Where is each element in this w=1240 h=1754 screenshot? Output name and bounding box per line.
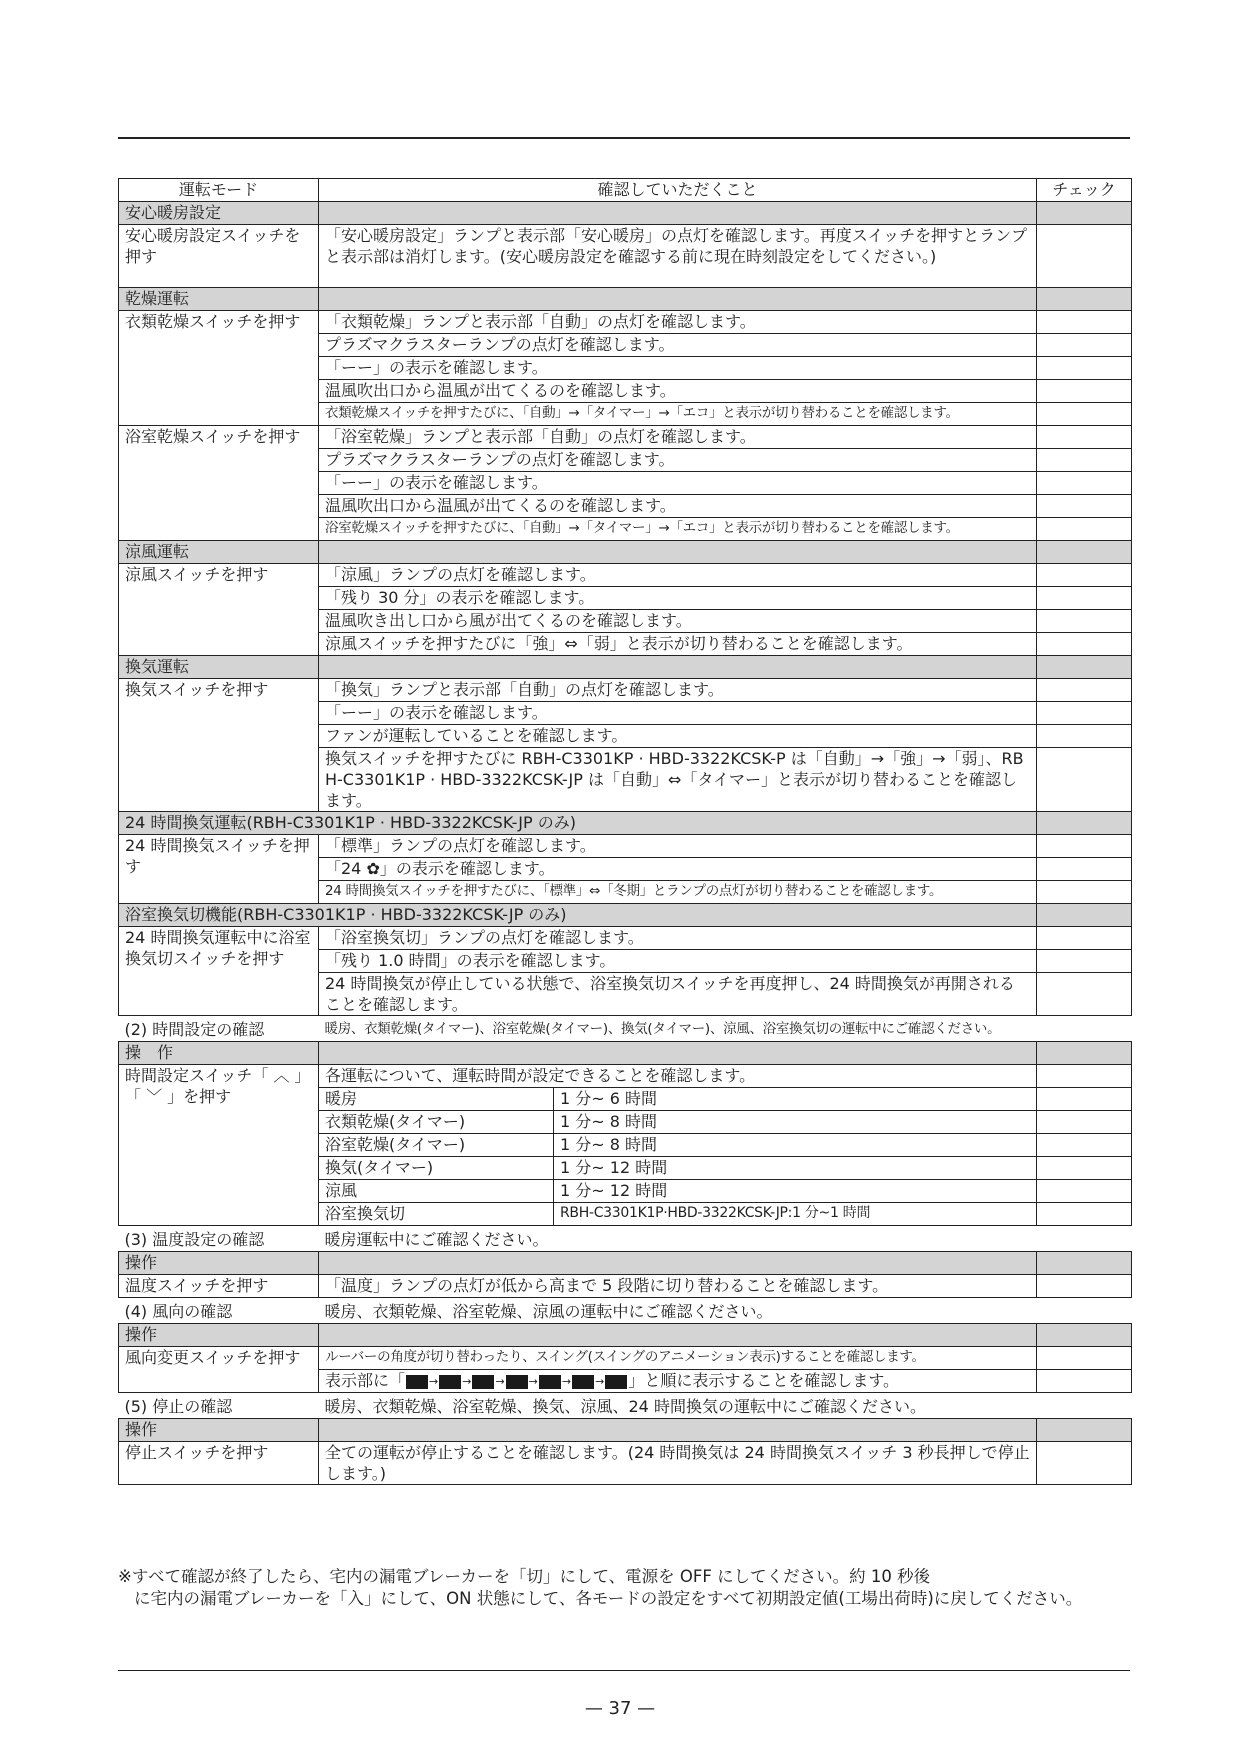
operation-label: 風向変更スイッチを押す	[119, 1347, 319, 1393]
check-box[interactable]	[1037, 1065, 1132, 1088]
check-box[interactable]	[1037, 449, 1132, 472]
check-text: プラズマクラスターランプの点灯を確認します。	[319, 334, 1037, 357]
louver-text-pre: 表示部に「	[325, 1371, 406, 1390]
check-text: 「残り 30 分」の表示を確認します。	[319, 587, 1037, 610]
table-row	[119, 495, 1132, 518]
section-row	[119, 1419, 1132, 1442]
louver-swing-icon	[605, 1375, 627, 1389]
check-box[interactable]	[1037, 1370, 1132, 1393]
check-box[interactable]	[1037, 633, 1132, 656]
check-box[interactable]	[1037, 610, 1132, 633]
section-row	[119, 904, 1132, 927]
time-mode: 浴室換気切	[319, 1203, 554, 1226]
check-text: 「温度」ランプの点灯が低から高まで 5 段階に切り替わることを確認します。	[319, 1275, 1037, 1298]
note-text: 暖房、衣類乾燥(タイマー)、浴室乾燥(タイマー)、換気(タイマー)、涼風、浴室換気切の運転中にご確認ください。	[324, 1021, 1001, 1037]
check-text: 全ての運転が停止することを確認します。(24 時間換気は 24 時間換気スイッチ 3 秒長押しで停止します。)	[319, 1442, 1037, 1485]
check-box[interactable]	[1037, 927, 1132, 950]
section-title: 24 時間換気運転(RBH-C3301K1P · HBD-3322KCSK-JP のみ)	[119, 812, 1037, 835]
table-row	[119, 449, 1132, 472]
section-row	[119, 541, 1132, 564]
check-box[interactable]	[1037, 472, 1132, 495]
operation-label: 安心暖房設定スイッチを押す	[119, 225, 319, 288]
note-text: 暖房、衣類乾燥、浴室乾燥、換気、涼風、24 時間換気の運転中にご確認ください。	[324, 1397, 926, 1416]
check-box[interactable]	[1037, 495, 1132, 518]
operation-label: 涼風スイッチを押す	[119, 564, 319, 587]
check-box[interactable]	[1037, 679, 1132, 702]
louver-pos-6-icon	[572, 1375, 594, 1389]
time-range: 1 分~ 8 時間	[554, 1134, 1037, 1157]
check-text: 「衣類乾燥」ランプと表示部「自動」の点灯を確認します。	[319, 311, 1037, 334]
table-row	[119, 1347, 1132, 1370]
table-row	[119, 927, 1132, 950]
check-text: 「安心暖房設定」ランプと表示部「安心暖房」の点灯を確認します。再度スイッチを押すとランプと表示部は消灯します。(安心暖房設定を確認する前に現在時刻設定をしてください。)	[319, 225, 1037, 288]
check-text: 24 時間換気スイッチを押すたびに、「標準」⇔「冬期」とランプの点灯が切り替わることを確認します。	[319, 881, 1037, 904]
note-label: (2) 時間設定の確認	[124, 1020, 265, 1039]
time-range: 1 分~ 6 時間	[554, 1088, 1037, 1111]
bottom-rule	[118, 1670, 1130, 1671]
check-box[interactable]	[1037, 835, 1132, 858]
section-row	[119, 1252, 1132, 1275]
check-box[interactable]	[1037, 725, 1132, 748]
check-text: 浴室乾燥スイッチを押すたびに、「自動」→「タイマー」→「エコ」と表示が切り替わることを確認します。	[319, 518, 1037, 541]
section-row	[119, 656, 1132, 679]
section-row	[119, 1324, 1132, 1347]
louver-pos-3-icon	[472, 1375, 494, 1389]
table-header	[119, 179, 1132, 202]
page-number: — 37 —	[584, 1698, 656, 1719]
section-title: 操 作	[119, 1042, 319, 1065]
table-row	[119, 610, 1132, 633]
section-title: 換気運転	[119, 656, 319, 679]
check-box[interactable]	[1037, 973, 1132, 1016]
section-title: 操作	[119, 1324, 319, 1347]
subsection-note	[119, 1016, 1132, 1042]
section-row	[119, 812, 1132, 835]
table-row	[119, 679, 1132, 702]
note-text: 暖房運転中にご確認ください。	[324, 1230, 549, 1249]
check-box[interactable]	[1037, 748, 1132, 812]
check-text: 「浴室換気切」ランプの点灯を確認します。	[319, 927, 1037, 950]
footer-note-line2: に宅内の漏電ブレーカーを「入」にして、ON 状態にして、各モードの設定をすべて初期設定値(工場出荷時)に戻してください。	[134, 1589, 1083, 1608]
louver-pos-5-icon	[539, 1375, 561, 1389]
section-row	[119, 202, 1132, 225]
section-title: 涼風運転	[119, 541, 319, 564]
section-title: 乾燥運転	[119, 288, 319, 311]
section-title: 安心暖房設定	[119, 202, 319, 225]
table-row	[119, 472, 1132, 495]
check-text: 「ーー」の表示を確認します。	[319, 472, 1037, 495]
louver-pos-1-icon	[406, 1375, 428, 1389]
subsection-note	[119, 1298, 1132, 1324]
time-range: 1 分~ 12 時間	[554, 1157, 1037, 1180]
check-text: 「ーー」の表示を確認します。	[319, 702, 1037, 725]
check-text: ルーバーの角度が切り替わったり、スイング(スイングのアニメーション表示)することを確認します。	[319, 1347, 1037, 1370]
arrow-icon: →	[495, 1375, 505, 1388]
table-row	[119, 403, 1132, 426]
table-row	[119, 1275, 1132, 1298]
check-text: 衣類乾燥スイッチを押すたびに、「自動」→「タイマー」→「エコ」と表示が切り替わることを確認します。	[319, 403, 1037, 426]
check-text: 換気スイッチを押すたびに RBH-C3301KP · HBD-3322KCSK-P は「自動」→「強」→「弱」、RBH-C3301K1P · HBD-3322KCSK-JP は「自動」⇔「タイマー」と表示が切り替わることを確認します。	[319, 748, 1037, 812]
table-row	[119, 311, 1132, 334]
check-box[interactable]	[1037, 858, 1132, 881]
note-label: (4) 風向の確認	[124, 1302, 233, 1321]
check-box[interactable]	[1037, 518, 1132, 541]
section-row	[119, 288, 1132, 311]
louver-text-post: 」と順に表示することを確認します。	[628, 1371, 900, 1390]
check-text: ファンが運転していることを確認します。	[319, 725, 1037, 748]
check-text: 温風吹出口から温風が出てくるのを確認します。	[319, 495, 1037, 518]
check-text: 「残り 1.0 時間」の表示を確認します。	[319, 950, 1037, 973]
table-row	[119, 1065, 1132, 1088]
check-box[interactable]	[1037, 950, 1132, 973]
check-box[interactable]	[1037, 1275, 1132, 1298]
section-row	[119, 1042, 1132, 1065]
check-text: 「換気」ランプと表示部「自動」の点灯を確認します。	[319, 679, 1037, 702]
operation-label: 停止スイッチを押す	[119, 1442, 319, 1485]
top-rule	[118, 137, 1130, 139]
subsection-note	[119, 1226, 1132, 1252]
louver-sequence	[319, 1370, 1037, 1393]
table-row	[119, 564, 1132, 587]
table-row	[119, 357, 1132, 380]
section-title: 操作	[119, 1252, 319, 1275]
check-box[interactable]	[1037, 1347, 1132, 1370]
check-box[interactable]	[1037, 1134, 1132, 1157]
table-row	[119, 1442, 1132, 1485]
arrow-icon: →	[462, 1375, 472, 1388]
arrow-icon: →	[595, 1375, 605, 1388]
operation-label: 浴室乾燥スイッチを押す	[119, 426, 319, 449]
header-check: チェック	[1037, 179, 1132, 202]
check-box[interactable]	[1037, 1088, 1132, 1111]
operation-label: 換気スイッチを押す	[119, 679, 319, 702]
operation-label: 温度スイッチを押す	[119, 1275, 319, 1298]
time-range: 1 分~ 12 時間	[554, 1180, 1037, 1203]
check-text: 温風吹出口から温風が出てくるのを確認します。	[319, 380, 1037, 403]
time-mode: 涼風	[319, 1180, 554, 1203]
footer-note-line1: ※すべて確認が終了したら、宅内の漏電ブレーカーを「切」にして、電源を OFF にしてください。約 10 秒後	[118, 1567, 931, 1586]
footer-note	[118, 1566, 1132, 1610]
check-text: 涼風スイッチを押すたびに「強」⇔「弱」と表示が切り替わることを確認します。	[319, 633, 1037, 656]
table-row	[119, 748, 1132, 812]
operation-label: 時間設定スイッチ「 ︿ 」「 ﹀ 」を押す	[119, 1065, 319, 1226]
check-box[interactable]	[1037, 881, 1132, 904]
check-text: プラズマクラスターランプの点灯を確認します。	[319, 449, 1037, 472]
check-box[interactable]	[1037, 357, 1132, 380]
subsection-note	[119, 1393, 1132, 1419]
operation-label: 24 時間換気スイッチを押す	[119, 835, 319, 904]
check-text: 「涼風」ランプの点灯を確認します。	[319, 564, 1037, 587]
check-box[interactable]	[1037, 311, 1132, 334]
check-text: 各運転について、運転時間が設定できることを確認します。	[319, 1065, 1037, 1088]
check-text: 温風吹き出し口から風が出てくるのを確認します。	[319, 610, 1037, 633]
table-row	[119, 426, 1132, 449]
check-box[interactable]	[1037, 1180, 1132, 1203]
check-text: 「標準」ランプの点灯を確認します。	[319, 835, 1037, 858]
louver-pos-2-icon	[439, 1375, 461, 1389]
check-box[interactable]	[1037, 1203, 1132, 1226]
table-row	[119, 225, 1132, 288]
time-mode: 浴室乾燥(タイマー)	[319, 1134, 554, 1157]
check-table	[118, 178, 1132, 1485]
check-box[interactable]	[1037, 426, 1132, 449]
arrow-icon: →	[561, 1375, 572, 1388]
check-box[interactable]	[1037, 564, 1132, 587]
check-box[interactable]	[1037, 1157, 1132, 1180]
check-text: 24 時間換気が停止している状態で、浴室換気切スイッチを再度押し、24 時間換気が再開されることを確認します。	[319, 973, 1037, 1016]
check-text: 「浴室乾燥」ランプと表示部「自動」の点灯を確認します。	[319, 426, 1037, 449]
check-box[interactable]	[1037, 225, 1132, 288]
table-row	[119, 725, 1132, 748]
table-row	[119, 835, 1132, 858]
table-row	[119, 587, 1132, 610]
operation-label: 衣類乾燥スイッチを押す	[119, 311, 319, 334]
table-row	[119, 380, 1132, 403]
table-row	[119, 518, 1132, 541]
note-label: (3) 温度設定の確認	[124, 1230, 265, 1249]
time-mode: 暖房	[319, 1088, 554, 1111]
check-box[interactable]	[1037, 403, 1132, 426]
time-mode: 換気(タイマー)	[319, 1157, 554, 1180]
arrow-icon: →	[528, 1375, 538, 1388]
check-box[interactable]	[1037, 1111, 1132, 1134]
section-title: 浴室換気切機能(RBH-C3301K1P · HBD-3322KCSK-JP のみ)	[119, 904, 1037, 927]
table-row	[119, 633, 1132, 656]
operation-label: 24 時間換気運転中に浴室換気切スイッチを押す	[119, 927, 319, 1016]
arrow-icon: →	[429, 1375, 439, 1388]
time-mode: 衣類乾燥(タイマー)	[319, 1111, 554, 1134]
check-box[interactable]	[1037, 587, 1132, 610]
header-check-item: 確認していただくこと	[319, 179, 1037, 202]
check-text: 「24 ✿」の表示を確認します。	[319, 858, 1037, 881]
note-label: (5) 停止の確認	[124, 1397, 233, 1416]
check-box[interactable]	[1037, 1442, 1132, 1485]
table-row	[119, 334, 1132, 357]
check-text: 「ーー」の表示を確認します。	[319, 357, 1037, 380]
check-box[interactable]	[1037, 380, 1132, 403]
louver-pos-4-icon	[506, 1375, 528, 1389]
note-text: 暖房、衣類乾燥、浴室乾燥、涼風の運転中にご確認ください。	[324, 1302, 773, 1321]
time-range: 1 分~ 8 時間	[554, 1111, 1037, 1134]
check-box[interactable]	[1037, 334, 1132, 357]
header-mode: 運転モード	[119, 179, 319, 202]
table-row	[119, 702, 1132, 725]
check-box[interactable]	[1037, 702, 1132, 725]
section-title: 操作	[119, 1419, 319, 1442]
time-range: RBH-C3301K1P·HBD-3322KCSK-JP:1 分~1 時間	[554, 1203, 1037, 1226]
